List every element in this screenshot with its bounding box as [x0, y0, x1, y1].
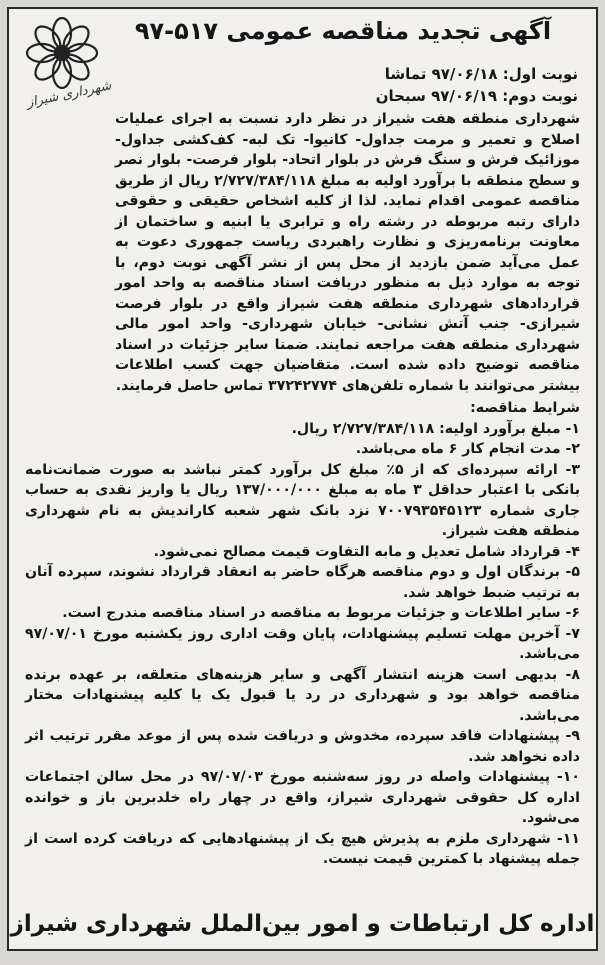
tender-notice — [7, 7, 598, 951]
round-2-date: نوبت دوم: ۹۷/۰۶/۱۹ سبحان — [375, 87, 578, 105]
condition-item: ۸- بدیهی است هزینه انتشار آگهی و سایر هزینه‌های متعلقه، بر عهده برنده مناقصه خواهد بود و شهرداری در رد یا قبول یک یا کلیه پیشنهادات مختار می‌باشد. — [25, 666, 580, 724]
condition-item: ۷- آخرین مهلت تسلیم پیشنهادات، پایان وقت اداری روز یکشنبه مورخ ۹۷/۰۷/۰۱ می‌باشد. — [25, 625, 580, 662]
condition-item: ۱۰- پیشنهادات واصله در روز سه‌شنبه مورخ ۹۷/۰۷/۰۳ در محل سالن اجتماعات اداره کل حقوقی شهرداری شیراز، واقع در چهار راه خلدبرین باز و خوانده می‌شود. — [25, 769, 580, 826]
condition-item: ۵- برندگان اول و دوم مناقصه هرگاه حاضر به انعقاد قرارداد نشوند، سپرده آنان به ترتیب ضبط خواهد شد. — [25, 564, 580, 601]
condition-item: ۱۱- شهرداری ملزم به پذیرش هیچ یک از پیشنهادهایی که دریافت کرده است از جمله پیشنهاد با کمترین قیمت نیست. — [25, 830, 580, 867]
notice-body — [25, 109, 580, 870]
issuer-signature: اداره کل ارتباطات و امور بین‌الملل شهرداری شیراز — [10, 911, 595, 937]
logo-wordmark: شهرداری شیراز — [25, 78, 113, 111]
notice-title: آگهی تجدید مناقصه عمومی ۵۱۷-۹۷ — [134, 17, 552, 45]
condition-item: ۱- مبلغ برآورد اولیه: ۲/۷۲۷/۳۸۴/۱۱۸ ریال. — [291, 420, 580, 437]
conditions-heading: شرایط مناقصه: — [470, 400, 580, 416]
condition-item: ۴- قرارداد شامل تعدیل و مابه التفاوت قیمت مصالح نمی‌شود. — [153, 543, 580, 560]
condition-item: ۳- ارائه سپرده‌ای که از ۵٪ مبلغ کل برآورد کمتر نباشد به صورت ضمانت‌نامه بانکی با اعتبار حداقل ۳ ماه به مبلغ ۱۳۷/۰۰۰/۰۰۰ ریال یا واریز نقدی به حساب جاری شماره ۷۰۰۷۹۳۵۴۵۱۲۳ نزد بانک شهر شعبه کاراندیش به نام شهرداری منطقه هفت شیراز. — [25, 461, 581, 539]
condition-item: ۲- مدت انجام کار ۶ ماه می‌باشد. — [355, 441, 580, 457]
condition-item: ۹- پیشنهادات فاقد سپرده، مخدوش و دریافت شده پس از موعد مقرر ترتیب اثر داده نخواهد شد. — [25, 728, 580, 765]
publication-rounds — [218, 63, 578, 107]
intro-paragraph: شهرداری منطقه هفت شیراز در نظر دارد نسبت به اجرای عملیات اصلاح و تعمیر و مرمت جداول- کانیوا- تک لبه- کف‌کشی جداول- موزائیک فرش و سنگ فرش در بلوار اتحاد- بلوار فرصت- بلوار نصر و سطح منطقه با برآورد اولیه به مبلغ ۲/۷۲۷/۳۸۴/۱۱۸ ریال از طریق مناقصه عمومی اقدام نماید. لذا از کلیه اشخاص حقیقی و حقوقی دارای رتبه مربوطه در رشته راه و ترابری یا ابنیه و ساختمان از معاونت برنامه‌ریزی و نظارت راهبردی ریاست جمهوری دعوت به عمل می‌آید ضمن بازدید از محل پس از نشر آگهی نوبت دوم، با توجه به موارد ذیل به منظور دریافت اسناد مناقصه به واحد امور قراردادهای شهرداری منطقه هفت شیراز واقع در بلوار فرصت شیرازی- جنب آتش نشانی- خیابان شهرداری- واحد امور مالی شهرداری منطقه هفت مراجعه نمایند. ضمنا سایر جزئیات در اسناد مناقصه توضیح داده شده است. متقاضیان جهت کسب اطلاعات بیشتر می‌توانند با شماره تلفن‌های ۳۷۲۴۲۷۷۴ تماس حاصل فرمایند. — [115, 111, 581, 394]
round-1-date: نوبت اول: ۹۷/۰۶/۱۸ تماشا — [384, 65, 578, 83]
flower-emblem-icon — [19, 17, 105, 89]
shiraz-municipality-logo — [19, 17, 113, 117]
condition-item: ۶- سایر اطلاعات و جزئیات مربوط به مناقصه در اسناد مناقصه مندرج است. — [62, 605, 580, 621]
